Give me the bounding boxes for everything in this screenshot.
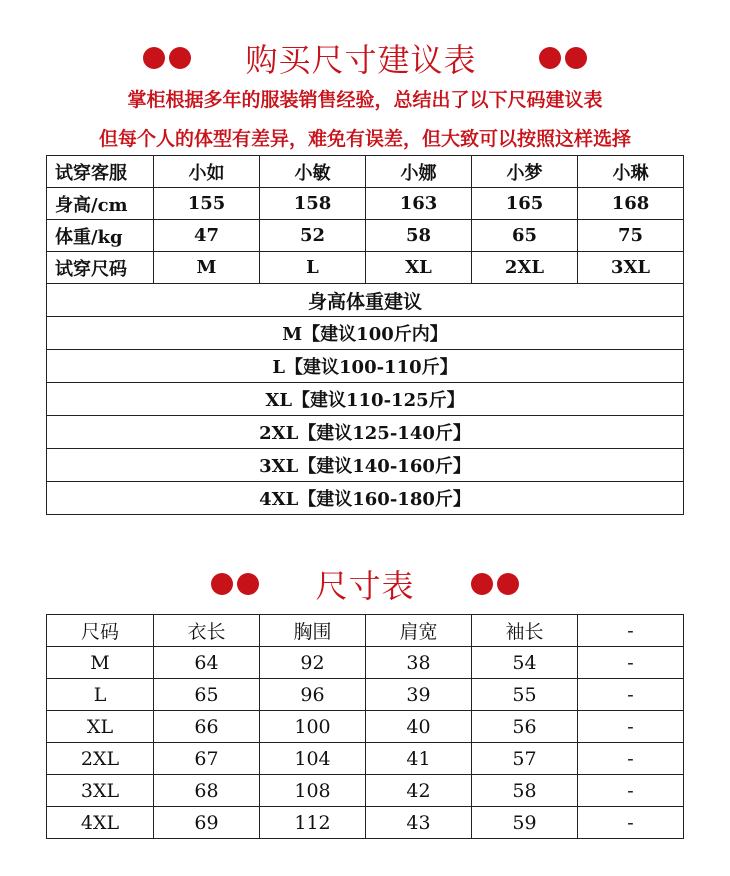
row-label-height: 身高/cm — [47, 188, 154, 220]
model-size: XL — [366, 252, 472, 284]
table-cell: 41 — [366, 743, 472, 775]
model-name: 小敏 — [260, 156, 366, 188]
table-cell: 54 — [472, 647, 578, 679]
model-name: 小娜 — [366, 156, 472, 188]
model-height: 168 — [578, 188, 684, 220]
table-cell: 40 — [366, 711, 472, 743]
size-advice-title: 购买尺寸建议表 — [245, 41, 477, 79]
table-cell: 66 — [154, 711, 260, 743]
size-advice-table — [46, 155, 684, 515]
table-row — [47, 449, 684, 482]
column-header: - — [578, 615, 684, 647]
model-height: 155 — [154, 188, 260, 220]
table-cell: M — [47, 647, 154, 679]
table-cell: 2XL — [47, 743, 154, 775]
model-size: L — [260, 252, 366, 284]
intro-line-1: 掌柜根据多年的服装销售经验，总结出了以下尺码建议表 — [127, 89, 603, 111]
table-cell: 38 — [366, 647, 472, 679]
table-row — [47, 807, 684, 839]
column-header: 衣长 — [154, 615, 260, 647]
table-cell: - — [578, 775, 684, 807]
table-cell: 59 — [472, 807, 578, 839]
table-cell: L — [47, 679, 154, 711]
row-label-weight: 体重/kg — [47, 220, 154, 252]
table-cell: 56 — [472, 711, 578, 743]
table-cell: - — [578, 679, 684, 711]
model-weight: 75 — [578, 220, 684, 252]
table-cell: 57 — [472, 743, 578, 775]
table-cell: 96 — [260, 679, 366, 711]
table-cell: 100 — [260, 711, 366, 743]
table-row — [47, 482, 684, 515]
intro-line-2: 但每个人的体型有差异，难免有误差，但大致可以按照这样选择 — [98, 128, 631, 150]
table-cell: 108 — [260, 775, 366, 807]
red-dot-icon — [169, 47, 191, 69]
size-chart-title: 尺寸表 — [315, 567, 415, 605]
weight-advice-row: 4XL【建议160-180斤】 — [47, 482, 684, 515]
weight-advice-row: XL【建议110-125斤】 — [47, 383, 684, 416]
table-row — [47, 679, 684, 711]
red-dot-icon — [539, 47, 561, 69]
red-dot-icon — [471, 573, 493, 595]
model-size: 3XL — [578, 252, 684, 284]
table-cell: 55 — [472, 679, 578, 711]
table-cell: - — [578, 743, 684, 775]
weight-advice-row: 2XL【建议125-140斤】 — [47, 416, 684, 449]
table-row — [47, 284, 684, 317]
table-cell: 112 — [260, 807, 366, 839]
table-row — [47, 220, 684, 252]
column-header: 胸围 — [260, 615, 366, 647]
table-row — [47, 743, 684, 775]
table-cell: XL — [47, 711, 154, 743]
table-row — [47, 383, 684, 416]
table-row — [47, 647, 684, 679]
table-row — [47, 711, 684, 743]
left-dots-decoration — [143, 47, 191, 69]
size-chart-table — [46, 614, 684, 839]
table-row — [47, 775, 684, 807]
model-weight: 47 — [154, 220, 260, 252]
table-cell: 65 — [154, 679, 260, 711]
model-name: 小如 — [154, 156, 260, 188]
red-dot-icon — [237, 573, 259, 595]
row-label-size: 试穿尺码 — [47, 252, 154, 284]
red-dot-icon — [211, 573, 233, 595]
right-dots-decoration — [539, 47, 587, 69]
column-header: 尺码 — [47, 615, 154, 647]
table-cell: 43 — [366, 807, 472, 839]
table-row — [47, 416, 684, 449]
weight-advice-row: 3XL【建议140-160斤】 — [47, 449, 684, 482]
table-cell: - — [578, 711, 684, 743]
table-row — [47, 350, 684, 383]
weight-advice-row: M【建议100斤内】 — [47, 317, 684, 350]
model-weight: 65 — [472, 220, 578, 252]
table-cell: 68 — [154, 775, 260, 807]
row-label-model: 试穿客服 — [47, 156, 154, 188]
left-dots-decoration — [211, 573, 259, 595]
model-height: 165 — [472, 188, 578, 220]
weight-advice-row: L【建议100-110斤】 — [47, 350, 684, 383]
table-cell: - — [578, 647, 684, 679]
red-dot-icon — [565, 47, 587, 69]
table-cell: 58 — [472, 775, 578, 807]
red-dot-icon — [497, 573, 519, 595]
table-cell: 4XL — [47, 807, 154, 839]
model-weight: 52 — [260, 220, 366, 252]
table-cell: - — [578, 807, 684, 839]
table-row — [47, 317, 684, 350]
column-header: 肩宽 — [366, 615, 472, 647]
weight-advice-header: 身高体重建议 — [47, 284, 684, 317]
table-cell: 67 — [154, 743, 260, 775]
model-height: 158 — [260, 188, 366, 220]
model-size: M — [154, 252, 260, 284]
size-advice-title-row — [0, 36, 730, 80]
red-dot-icon — [143, 47, 165, 69]
model-name: 小梦 — [472, 156, 578, 188]
model-weight: 58 — [366, 220, 472, 252]
table-cell: 64 — [154, 647, 260, 679]
size-chart-title-row — [0, 560, 730, 608]
table-cell: 69 — [154, 807, 260, 839]
table-cell: 42 — [366, 775, 472, 807]
table-header-row — [47, 615, 684, 647]
right-dots-decoration — [471, 573, 519, 595]
table-row — [47, 252, 684, 284]
table-cell: 39 — [366, 679, 472, 711]
model-name: 小琳 — [578, 156, 684, 188]
table-cell: 92 — [260, 647, 366, 679]
model-height: 163 — [366, 188, 472, 220]
table-cell: 104 — [260, 743, 366, 775]
model-size: 2XL — [472, 252, 578, 284]
table-row — [47, 188, 684, 220]
column-header: 袖长 — [472, 615, 578, 647]
table-row — [47, 156, 684, 188]
table-cell: 3XL — [47, 775, 154, 807]
